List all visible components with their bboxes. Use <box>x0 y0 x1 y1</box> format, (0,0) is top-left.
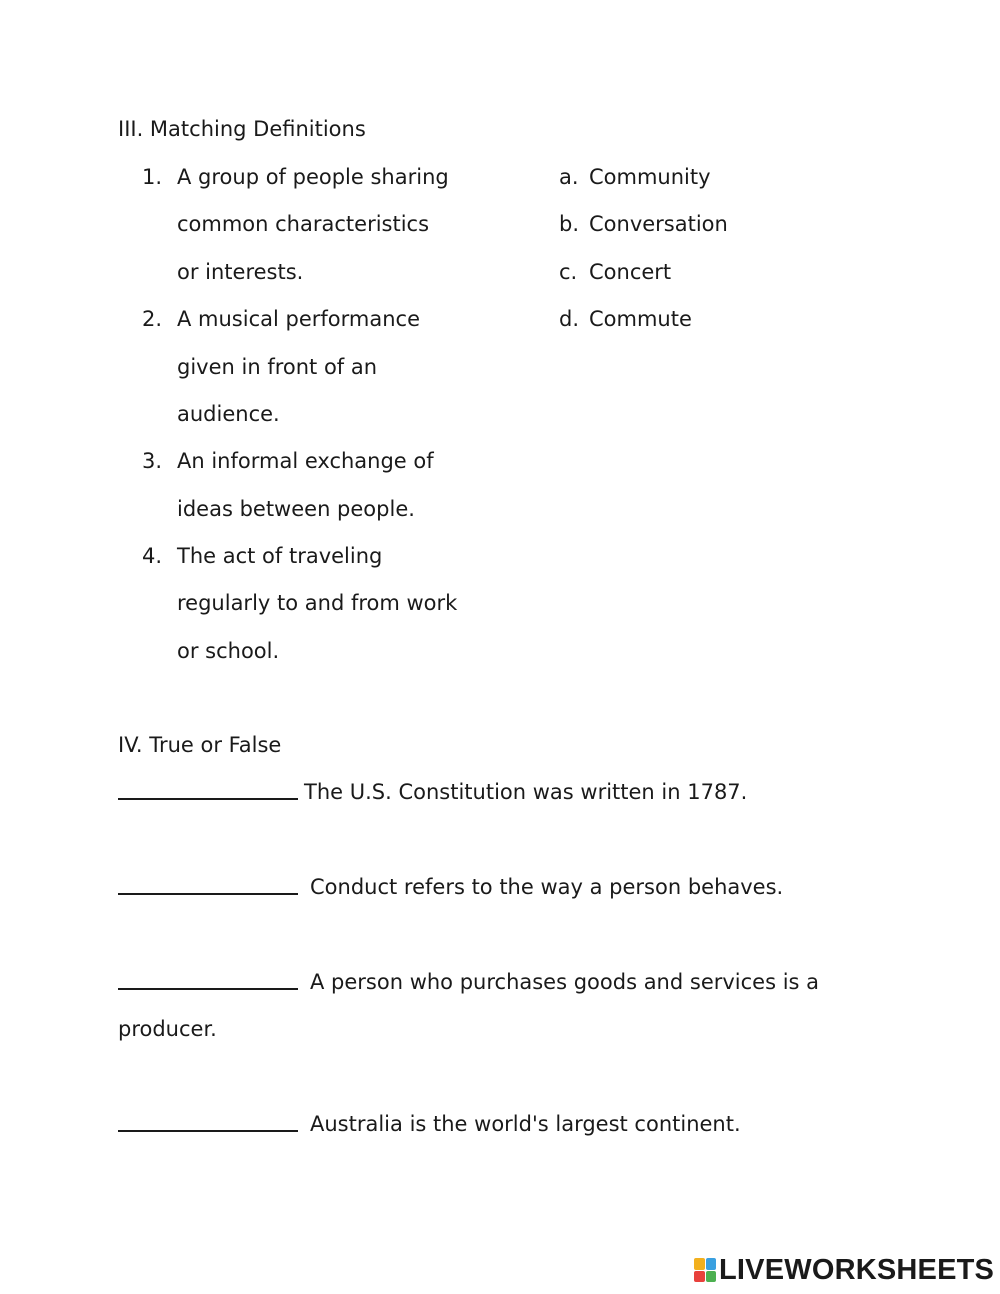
item-1-line-3: or interests. <box>177 260 304 284</box>
statement-4: Australia is the world's largest continent. <box>310 1112 741 1136</box>
section-heading-matching: III. Matching Definitions <box>118 117 366 141</box>
option-c-letter: c. <box>559 260 578 284</box>
item-1-number: 1. <box>141 165 162 189</box>
item-4-line-1: The act of traveling <box>177 544 383 568</box>
answer-blank-4[interactable] <box>118 1130 298 1132</box>
statement-2: Conduct refers to the way a person behaves. <box>310 875 784 899</box>
item-4-number: 4. <box>141 544 162 568</box>
item-4-line-3: or school. <box>177 639 280 663</box>
option-a-letter: a. <box>559 165 579 189</box>
option-c-text: Concert <box>589 260 672 284</box>
item-2-line-1: A musical performance <box>177 307 420 331</box>
statement-1: The U.S. Constitution was written in 1787. <box>304 780 748 804</box>
option-d-text: Commute <box>589 307 692 331</box>
statement-3-line-1: A person who purchases goods and services is a <box>310 970 820 994</box>
liveworksheets-logo-text: LIVEWORKSHEETS <box>719 1253 995 1286</box>
item-1-line-2: common characteristics <box>177 212 430 236</box>
answer-blank-2[interactable] <box>118 893 298 895</box>
item-4-line-2: regularly to and from work <box>177 591 458 615</box>
statement-3-line-2: producer. <box>118 1017 217 1041</box>
item-2-line-3: audience. <box>177 402 280 426</box>
item-3-line-2: ideas between people. <box>177 497 415 521</box>
answer-blank-1[interactable] <box>118 798 298 800</box>
item-2-line-2: given in front of an <box>177 355 378 379</box>
section-heading-true-false: IV. True or False <box>118 733 282 757</box>
answer-blank-3[interactable] <box>118 988 298 990</box>
liveworksheets-logo-icon <box>694 1258 716 1282</box>
option-a-text: Community <box>589 165 711 189</box>
option-b-text: Conversation <box>589 212 728 236</box>
option-b-letter: b. <box>559 212 580 236</box>
liveworksheets-logo <box>694 1253 995 1286</box>
item-1-line-1: A group of people sharing <box>177 165 449 189</box>
item-3-line-1: An informal exchange of <box>177 449 434 473</box>
item-2-number: 2. <box>141 307 162 331</box>
item-3-number: 3. <box>141 449 162 473</box>
option-d-letter: d. <box>559 307 580 331</box>
